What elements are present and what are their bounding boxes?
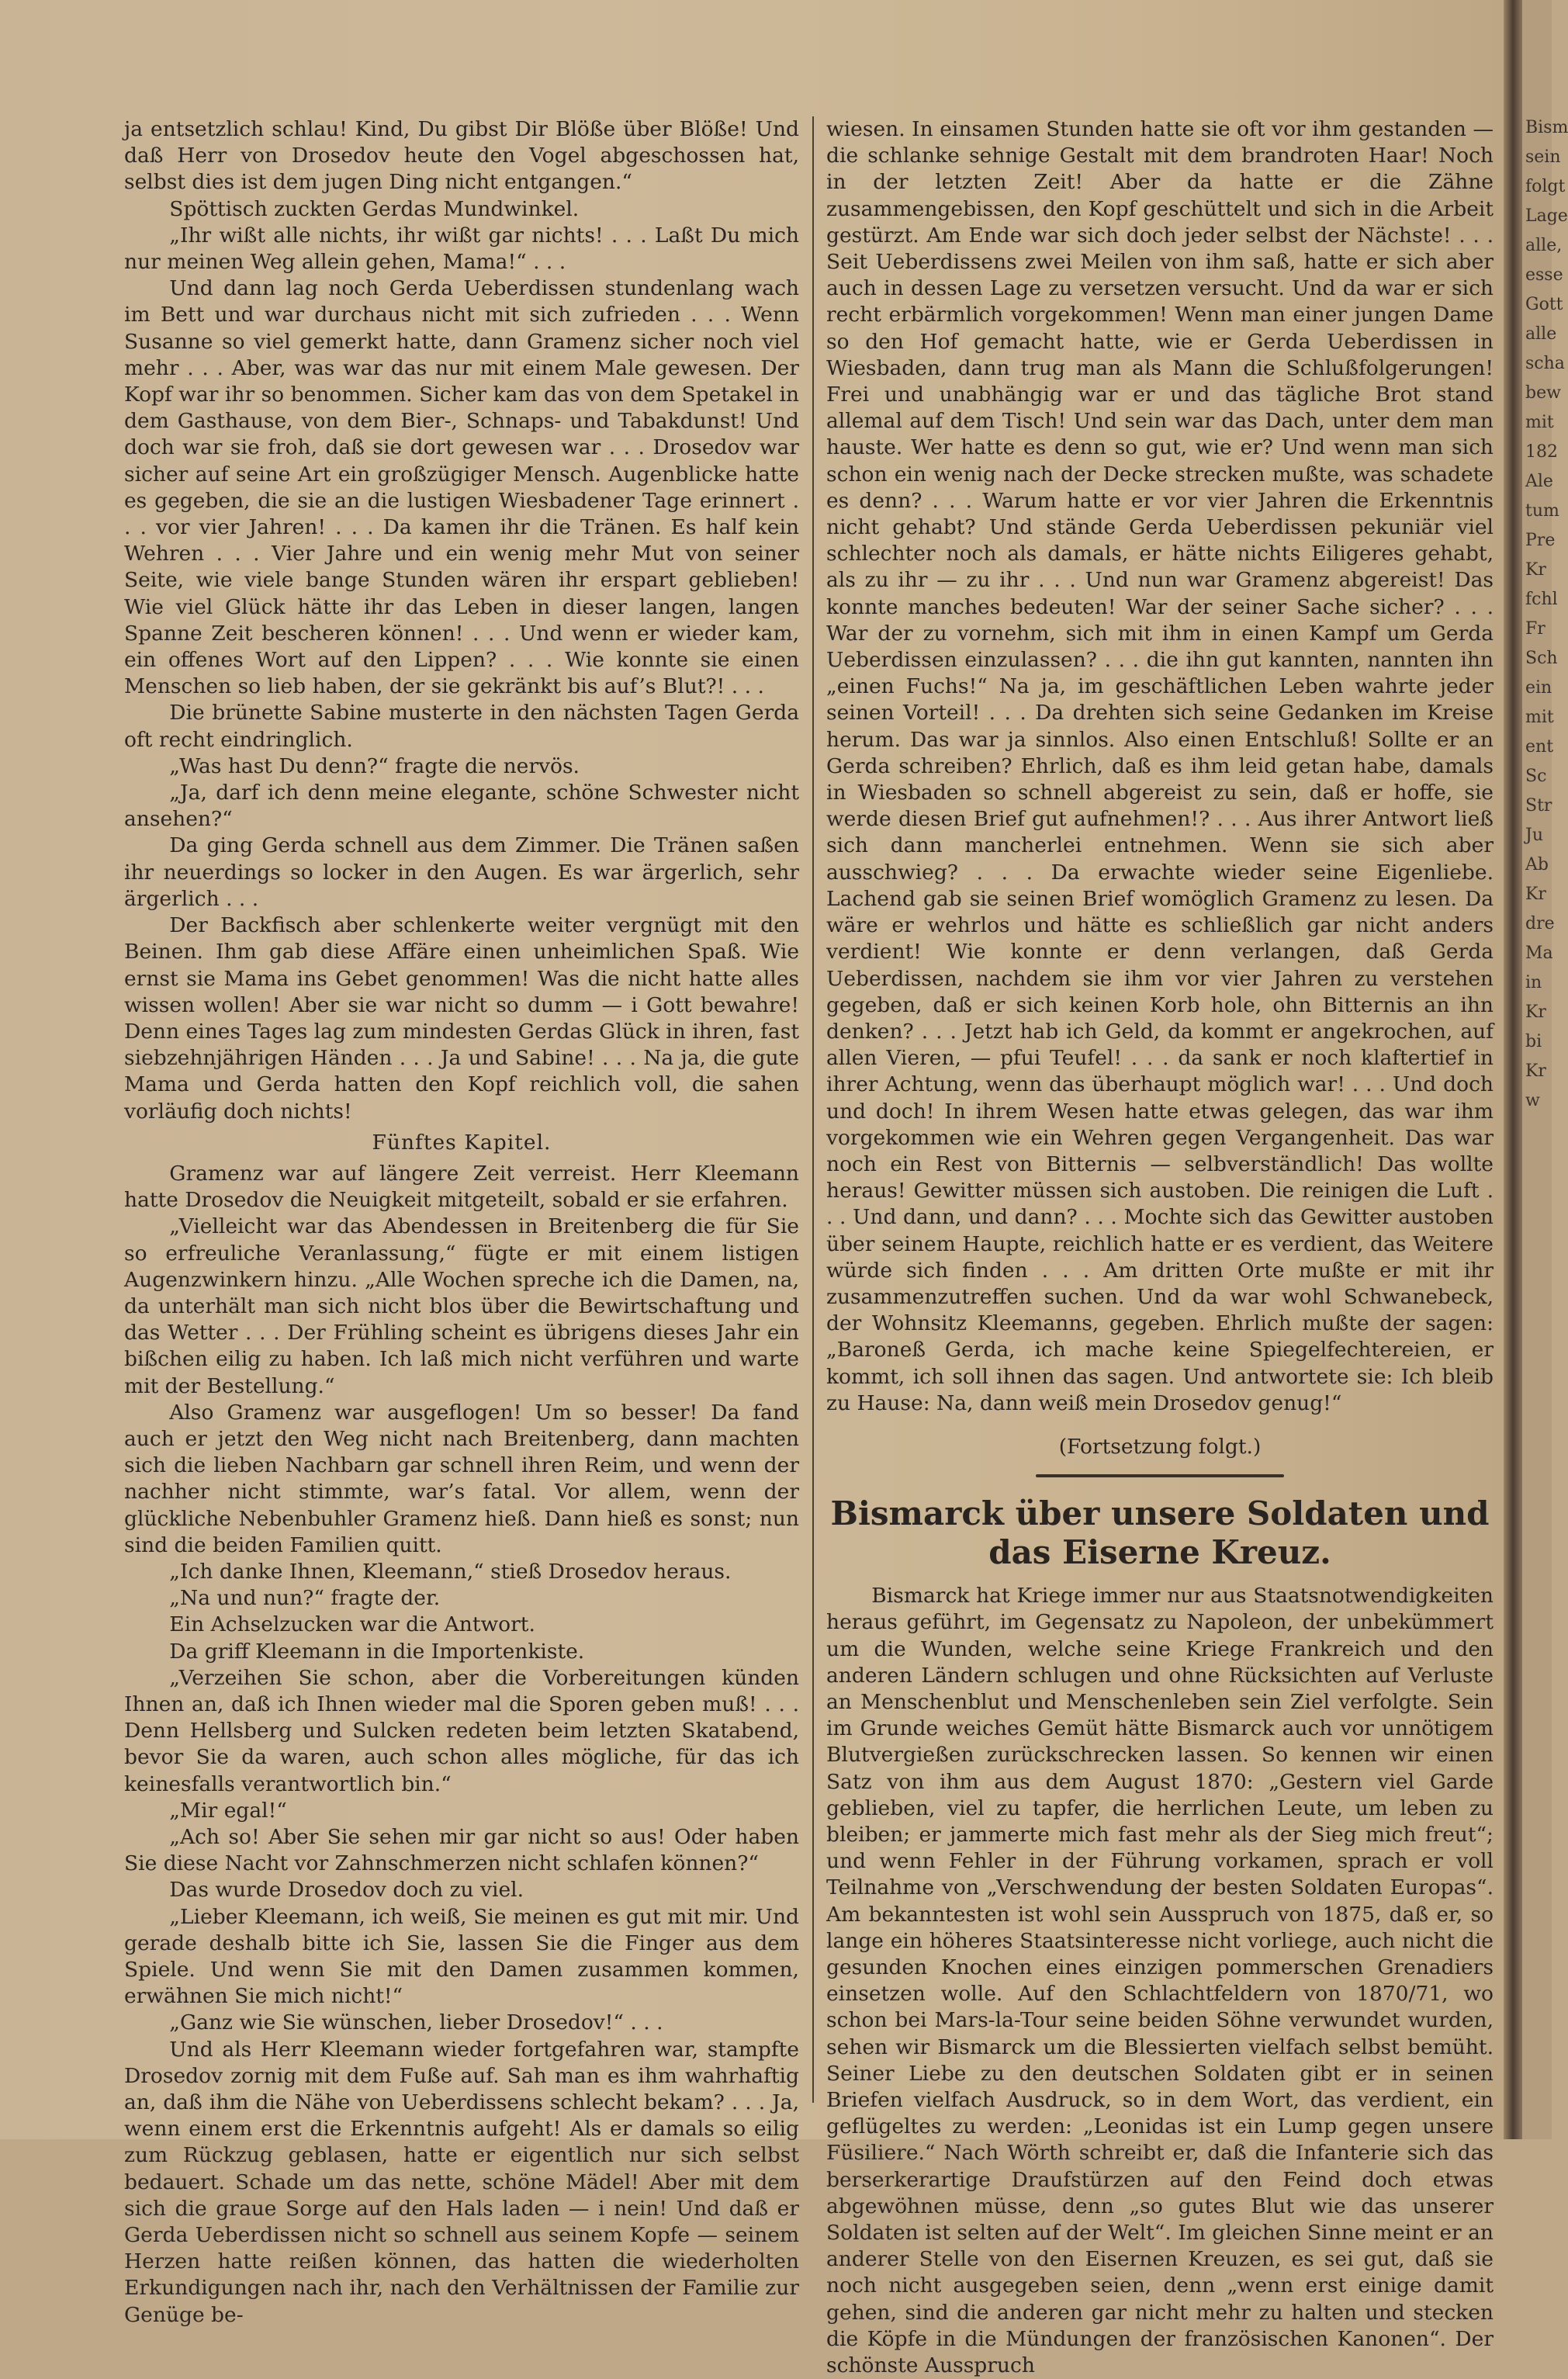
paragraph: Ein Achselzucken war die Antwort. [169, 1612, 535, 1637]
paragraph: Die brünette Sabine musterte in den nächsten Tagen Gerda oft recht eindringlich. [124, 701, 799, 752]
adjacent-page-fragment: Ale [1525, 472, 1553, 491]
adjacent-page-fragment: Sch [1525, 649, 1558, 668]
adjacent-page-fragment: scha [1525, 354, 1565, 373]
adjacent-page-fragment: bi [1525, 1032, 1542, 1051]
adjacent-page-fragment: Bism [1525, 118, 1568, 137]
paragraph: Und dann lag noch Gerda Ueberdissen stundenlang wach im Bett und war durchaus nicht mit sich zufrieden . . . Wenn Susanne so viel gemerkt hatte, dann Gramenz sicher noch viel mehr . . . Aber, was war das nur mit einem Male gewesen. Der Kopf war ihr so benommen. Sicher kam das von dem Spetakel in dem Gasthause, von dem Bier-, Schnaps- und Tabakdunst! Und doch war sie froh, daß sie dort gewesen war . . . Drosedov war sicher auf seine Art ein großzügiger Mensch. Augenblicke hatte es gegeben, die sie an die lustigen Wiesbadener Tage erinnert . . . vor vier Jahren! . . . Da kamen ihr die Tränen. Es half kein Wehren . . . Vier Jahre und ein wenig mehr Mut von seiner Seite, wie viele bange Stunden wären ihr erspart geblieben! Wie viel Glück hätte ihr das Leben in dieser langen, langen Spanne Zeit bescheren können! . . . Und wenn er wieder kam, ein offenes Wort auf den Lippen? . . . Wie konnte sie einen Menschen so lieb haben, der sie gekränkt bis auf’s Blut?! . . . [124, 276, 799, 699]
paragraph: „Verzeihen Sie schon, aber die Vorbereitungen künden Ihnen an, daß ich Ihnen wieder mal die Sporen geben muß! . . . Denn Hellsberg und Sulcken redeten beim letzten Skatabend, bevor Sie da waren, auch schon alles mögliche, für das ich keinesfalls verantwortlich bin.“ [124, 1665, 799, 1796]
adjacent-page-fragment: alle, [1525, 236, 1563, 255]
paragraph: „Ach so! Aber Sie sehen mir gar nicht so aus! Oder haben Sie diese Nacht vor Zahnschmerzen nicht schlafen können?“ [124, 1825, 799, 1876]
chapter-title: Fünftes Kapitel. [372, 1130, 552, 1155]
adjacent-page-fragment: Sc [1525, 767, 1547, 786]
adjacent-page-fragment: alle [1525, 324, 1557, 344]
adjacent-page-fragment: Ju [1525, 826, 1543, 845]
adjacent-page-fragment: dre [1525, 914, 1555, 933]
adjacent-page-fragment: mit [1525, 708, 1554, 727]
adjacent-page-fragment: in [1525, 973, 1542, 992]
right-column [826, 116, 1494, 2379]
paragraph: „Ich danke Ihnen, Kleemann,“ stieß Drosedov heraus. [169, 1559, 732, 1584]
adjacent-page-fragment: Kr [1525, 1003, 1546, 1022]
adjacent-page-fragment: Lage [1525, 206, 1568, 226]
adjacent-page-fragment: Pre [1525, 531, 1556, 550]
paragraph: „Ganz wie Sie wünschen, lieber Drosedov!“ . . . [169, 2010, 663, 2035]
adjacent-page-fragment: esse [1525, 265, 1563, 285]
adjacent-page-fragment: bew [1525, 383, 1561, 403]
paragraph: „Vielleicht war das Abendessen in Breitenberg die für Sie so erfreuliche Veranlassung,“ fügte er mit einem listigen Augenzwinkern hinzu. „Alle Wochen spreche ich die Damen, na, da unterhält man sich nicht blos über die Bewirtschaftung und das Wetter . . . Der Frühling scheint es übrigens dieses Jahr ein bißchen eilig zu haben. Ich laß mich nicht verführen und warte mit der Bestellung.“ [124, 1214, 799, 1398]
adjacent-page-fragment: Ab [1525, 855, 1549, 874]
adjacent-page-fragment: Kr [1525, 560, 1546, 580]
adjacent-page-fragment: w [1525, 1091, 1540, 1110]
adjacent-page-fragment: Kr [1525, 1061, 1546, 1081]
paragraph: „Na und nun?“ fragte der. [169, 1586, 441, 1611]
paragraph: wiesen. In einsamen Stunden hatte sie oft vor ihm gestanden — die schlanke sehnige Gestalt mit dem brandroten Haar! Noch in der letzten Zeit! Aber da hatte er die Zähne zusammengebissen, den Kopf geschüttelt und sich in die Arbeit gestürzt. Am Ende war sich doch jeder selbst der Nächste! . . . Seit Ueberdissens zwei Meilen von ihm saß, hatte er sich aber auch in dessen Lage zu versetzen versucht. Und da war er sich recht erbärmlich vorgekommen! Wenn man einer jungen Dame so den Hof gemacht hatte, wie er Gerda Ueberdissen in Wiesbaden, dann trug man als Mann die Schlußfolgerungen! Frei und unabhängig war er und das tägliche Brot stand allemal auf dem Tisch! Und sein war das Dach, unter dem man hauste. Wer hatte es denn so gut, wie er? Und wenn man sich schon ein wenig nach der Decke strecken mußte, was schadete es denn? . . . Warum hatte er vor vier Jahren die Erkenntnis nicht gehabt? Und stände Gerda Ueberdissen pekuniär viel schlechter noch als damals, er hätte nichts Eiligeres gehabt, als zu ihr — zu ihr . . . Und nun war Gramenz abgereist! Das konnte manches bedeuten! War der seiner Sache sicher? . . . War der zu vornehm, sich mit ihm in einen Kampf um Gerda Ueberdissen einzulassen? . . . die ihn gut kannten, nannten ihn „einen Fuchs!“ Na ja, im geschäftlichen Leben wahrte jeder seinen Vorteil! . . . Da drehten sich seine Gedanken im Kreise herum. Das war ja sinnlos. Also einen Entschluß! Sollte er an Gerda schreiben? Ehrlich, daß es ihm leid getan habe, damals in Wiesbaden so schnell abgereist zu sein, daß er hoffe, sie werde diesen Brief gut aufnehmen!? . . . Aus ihrer Antwort ließ sich dann mancherlei entnehmen. Wenn sie sich aber ausschwieg? . . . Da erwachte wieder seine Eigenliebe. Lachend gab sie seinen Brief womöglich Gramenz zu lesen. Da wäre er wehrlos und hätte es schließlich gar nicht anders verdient! Wie konnte er denn verlangen, daß Gerda Ueberdissen, nachdem sie ihm vor vier Jahren zu verstehen gegeben, daß er sich keinen Korb hole, ohn Bitternis an ihn denken? . . . Jetzt hab ich Geld, da kommt er angekrochen, auf allen Vieren, — pfui Teufel! . . . da sank er noch klaftertief in ihrer Achtung, wenn das überhaupt möglich war! . . . Und doch und doch! In ihrem Wesen hatte etwas gelegen, das war ihm vorgekommen wie ein Wehren gegen Vergangenheit. Das war noch ein Rest von Bitternis — selbverständlich! Das wollte heraus! Gewitter müssen sich austoben. Die reinigen die Luft . . . Und dann, und dann? . . . Mochte sich das Gewitter austoben über seinem Haupte, reichlich hatte er es verdient, das Weitere würde sich finden . . . Am dritten Orte mußte er mit ihr zusammenzutreffen suchen. Und da war wohl Schwanebeck, der Wohnsitz Kleemanns, gegeben. Ehrlich mußte der sagen: „Baroneß Gerda, ich mache keine Spiegelfechtereien, er kommt, ich soll ihnen das sagen. Und antwortete sie: Ich bleib zu Hause: Na, dann weiß mein Drosedov genug!“ [826, 117, 1494, 1415]
adjacent-page-fragment: sein [1525, 147, 1561, 167]
book-gutter [1504, 0, 1522, 2139]
paragraph: Gramenz war auf längere Zeit verreist. Herr Kleemann hatte Drosedov die Neuigkeit mitgeteilt, sobald er sie erfahren. [124, 1161, 799, 1213]
adjacent-page-fragment: 182 [1525, 442, 1558, 462]
left-column [124, 116, 799, 2329]
adjacent-page-fragment: folgt [1525, 177, 1566, 196]
section-divider [1036, 1474, 1284, 1477]
adjacent-page-fragment: ein [1525, 678, 1552, 698]
article-title: Bismarck über unsere Soldaten und das Eiserne Kreuz. [830, 1494, 1490, 1572]
paragraph: „Lieber Kleemann, ich weiß, Sie meinen es gut mit mir. Und gerade deshalb bitte ich Sie, lassen Sie die Finger aus dem Spiele. Und wenn Sie mit den Damen zusammen kommen, erwähnen Sie mich nicht!“ [124, 1904, 799, 2009]
paragraph: „Ja, darf ich denn meine elegante, schöne Schwester nicht ansehen?“ [124, 781, 799, 832]
paragraph: „Ihr wißt alle nichts, ihr wißt gar nichts! . . . Laßt Du mich nur meinen Weg allein gehen, Mama!“ . . . [124, 223, 799, 275]
paragraph: Das wurde Drosedov doch zu viel. [169, 1878, 524, 1903]
column-divider [812, 116, 814, 2103]
adjacent-page-fragment: ent [1525, 737, 1554, 757]
adjacent-page-fragment: Str [1525, 796, 1552, 816]
paragraph: Da griff Kleemann in die Importenkiste. [169, 1639, 585, 1664]
adjacent-page-fragment: Kr [1525, 885, 1546, 904]
article-body: Bismarck hat Kriege immer nur aus Staatsnotwendigkeiten heraus geführt, im Gegensatz zu Napoleon, der unbekümmert um die Wunden, welche seine Kriege Frankreich und den anderen Ländern schlugen und ohne Rücksichten auf Verluste an Menschenblut und Menschenleben sein Ziel verfolgte. Sein im Grunde weiches Gemüt hätte Bismarck auch vor unnötigem Blutvergießen zurückschrecken lassen. So kennen wir einen Satz von ihm aus dem August 1870: „Gestern viel Garde geblieben, viel zu tapfer, die herrlichen Leute, um leben zu bleiben; er jammerte mich fast mehr als der Sieg mich freut“; und wenn Fehler in der Führung vorkamen, sprach er voll Teilnahme von „Verschwendung der besten Soldaten Europas“. Am bekanntesten ist wohl sein Ausspruch von 1875, daß er, so lange ein höheres Staatsinteresse nicht vorliege, auch nicht die gesunden Knochen eines einzigen pommerschen Grenadiers einsetzen wolle. Auf den Schlachtfeldern von 1870/71, wo schon bei Mars-la-Tour seine beiden Söhne verwundet wurden, sehen wir Bismarck um die Blessierten vielfach selbst bemüht. Seiner Liebe zu den deutschen Soldaten gibt er in seinen Briefen vielfach Ausdruck, so in dem Wort, das verdient, ein geflügeltes zu werden: „Leonidas ist ein Lump gegen unsere Füsiliere.“ Nach Wörth schreibt er, daß die Infanterie sich das berserkerartige Draufstürzen auf den Feind doch etwas abgewöhnen müsse, denn „so gutes Blut wie das unserer Soldaten ist selten auf der Welt“. Im gleichen Sinne meint er an anderer Stelle von den Eisernen Kreuzen, es sei gut, daß sie noch nicht ausgegeben seien, denn „wenn erst einige damit gehen, sind die anderen gar nicht mehr zu halten und stecken die Köpfe in die Mündungen der französischen Kanonen“. Der schönste Ausspruch [826, 1584, 1494, 2378]
adjacent-page-edge [1522, 0, 1568, 2139]
adjacent-page-fragment: fchl [1525, 590, 1558, 609]
paragraph: „Was hast Du denn?“ fragte die nervös. [169, 753, 580, 778]
paragraph: Und als Herr Kleemann wieder fortgefahren war, stampfte Drosedov zornig mit dem Fuße auf. Sah man es ihm wahrhaftig an, daß ihm die Nähe von Ueberdissens schlecht bekam? . . . Ja, wenn einem erst die Erkenntnis aufgeht! Als er damals so eilig zum Rückzug geblasen, hatte er eigentlich nur sich selbst bedauert. Schade um das nette, schöne Mädel! Aber mit dem sich die graue Sorge auf den Hals laden — i nein! Und daß er Gerda Ueberdissen nicht so schnell aus seinem Kopfe — seinem Herzen hatte reißen können, das hatten die wiederholten Erkundigungen nach ihr, nach den Verhältnissen der Familie zur Genüge be- [124, 2037, 799, 2327]
paragraph: Der Backfisch aber schlenkerte weiter vergnügt mit den Beinen. Ihm gab diese Affäre einen unheimlichen Spaß. Wie ernst sie Mama ins Gebet genommen! Was die nicht hatte alles wissen wollen! Aber sie war nicht so dumm — i Gott bewahre! Denn eines Tages lag zum mindesten Gerdas Glück in ihren, fast siebzehnjährigen Händen . . . Ja und Sabine! . . . Na ja, die gute Mama und Gerda hatten den Kopf reichlich voll, die sahen vorläufig doch nichts! [124, 913, 799, 1124]
adjacent-page-fragment: mit [1525, 413, 1554, 432]
paragraph: ja entsetzlich schlau! Kind, Du gibst Dir Blöße über Blöße! Und daß Herr von Drosedov heute den Vogel abgeschossen hat, selbst dies ist dem jugen Ding nicht entgangen.“ [124, 117, 799, 195]
paragraph: „Mir egal!“ [169, 1798, 287, 1823]
adjacent-page-fragment: Ma [1525, 944, 1553, 963]
adjacent-page-fragment: Gott [1525, 295, 1563, 314]
continued-note: (Fortsetzung folgt.) [1058, 1434, 1262, 1459]
paragraph: Da ging Gerda schnell aus dem Zimmer. Die Tränen saßen ihr neuerdings so locker in den Augen. Es war ärgerlich, sehr ärgerlich . . . [124, 833, 799, 911]
paragraph: Also Gramenz war ausgeflogen! Um so besser! Da fand auch er jetzt den Weg nicht nach Breitenberg, dann machten sich die lieben Nachbarn gar schnell ihren Reim, und wenn der nachher nicht stimmte, war’s fatal. Vor allem, wenn der glückliche Nebenbuhler Gramenz hieß. Dann hieß es sonst; nun sind die beiden Familien quitt. [124, 1400, 799, 1557]
adjacent-page-fragment: Fr [1525, 619, 1546, 639]
adjacent-page-fragment: tum [1525, 501, 1559, 521]
paragraph: Spöttisch zuckten Gerdas Mundwinkel. [169, 196, 580, 221]
